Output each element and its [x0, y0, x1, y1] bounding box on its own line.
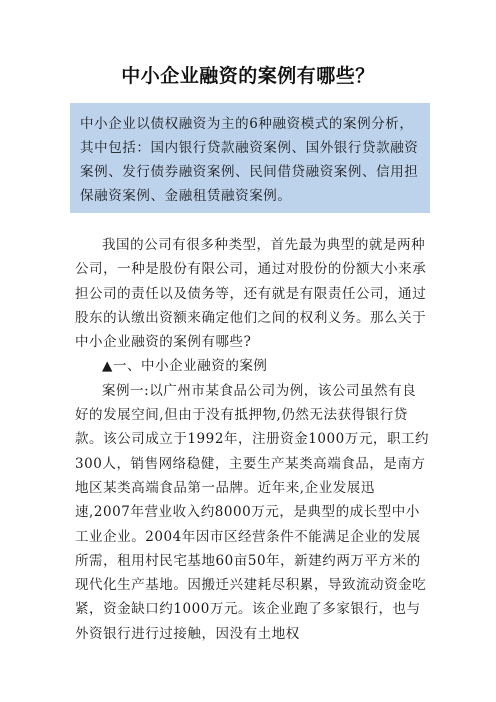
section-heading: [75, 354, 430, 378]
page-title: 中小企业融资的案例有哪些？: [121, 65, 375, 87]
summary-box: 中小企业以债权融资为主的6种融资模式的案例分析，其中包括：国内银行贷款融资案例、国外银行贷款融资案例、发行债券融资案例、民间借贷融资案例、信用担保融资案例、金融租赁融资案例。: [70, 103, 430, 213]
intro-paragraph: 我国的公司有很多种类型，首先最为典型的就是两种公司，一种是股份有限公司，通过对股份的份额大小来承担公司的责任以及债务等，还有就是有限责任公司，通过股东的认缴出资额来确定他们之间的权利义务。那么关于中小企业融资的案例有哪些?: [75, 237, 427, 351]
triangle-icon: ▲: [102, 358, 113, 375]
article-body: [75, 233, 430, 646]
section-heading-text: 一、中小企业融资的案例: [112, 358, 268, 375]
case-one-paragraph: 案例一:以广州市某食品公司为例，该公司虽然有良好的发展空间,但由于没有抵押物,仍然无法获得银行贷款。该公司成立于1992年，注册资金1000万元，职工约300人，销售网络稳健，主要生产某类高端食品，是南方地区某类高端食品第一品牌。近年来,企业发展迅速,2007年营业收入约8000万元，是典型的成长型中小工业企业。2004年因市区经营条件不能满足企业的发展所需，租用村民宅基地60亩50年，新建约两万平方米的现代化生产基地。因搬迁兴建耗尽积累，导致流动资金吃紧，资金缺口约1000万元。该企业跑了多家银行，也与外资银行进行过接触，因没有土地权: [75, 382, 430, 642]
